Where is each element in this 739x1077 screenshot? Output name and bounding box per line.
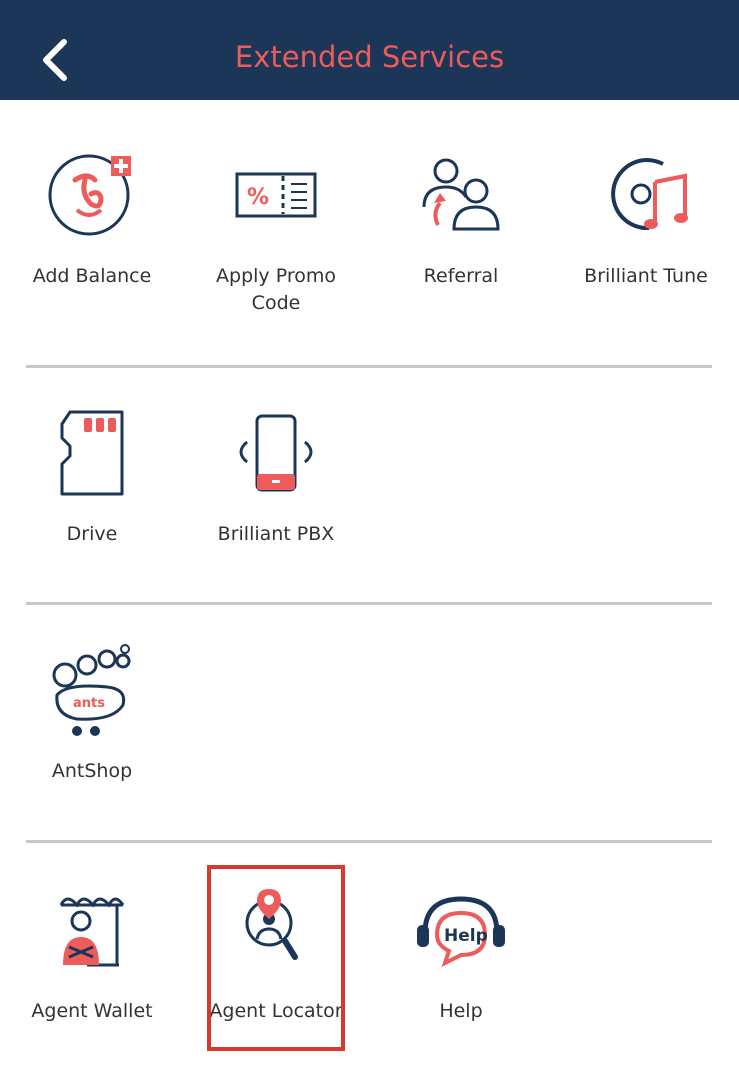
tile-label: Help [439,1000,483,1022]
promo-ticket-icon [226,145,326,245]
apply-promo-code-tile[interactable] [186,145,366,317]
drive-tile[interactable] [2,403,182,548]
tile-label: Agent Wallet [31,1000,153,1022]
help-headset-icon [411,880,511,980]
tile-label: AntShop [51,760,133,782]
app-header [0,0,739,100]
antshop-cart-icon [42,640,142,740]
music-disc-icon [596,145,696,245]
svg-text:Help: Help [444,926,488,946]
brilliant-pbx-tile[interactable] [186,403,366,548]
section-divider [26,365,712,368]
taka-plus-icon [42,145,142,245]
sd-card-icon [42,403,142,503]
svg-text:ants: ants [73,695,105,711]
tile-label: Referral [423,265,499,287]
agent-store-icon [42,880,142,980]
section-divider [26,840,712,843]
referral-tile[interactable] [371,145,551,290]
tile-label: Agent Locator [209,1000,343,1022]
tile-label: Brilliant Tune [584,265,708,287]
add-balance-tile[interactable] [2,145,182,290]
tile-label: Drive [66,523,118,545]
svg-text:%: % [247,185,270,210]
section-divider [26,602,712,605]
highlight-box [207,865,345,1051]
referral-users-icon [411,145,511,245]
tile-label: Brilliant PBX [217,523,335,545]
tile-label: Add Balance [32,265,152,287]
page-title: Extended Services [234,40,505,74]
tile-label: Apply Promo Code [216,265,336,314]
help-tile[interactable] [371,880,551,1025]
antshop-tile[interactable] [2,640,182,785]
brilliant-tune-tile[interactable] [556,145,736,290]
phone-rotate-icon [226,403,326,503]
agent-wallet-tile[interactable] [2,880,182,1025]
